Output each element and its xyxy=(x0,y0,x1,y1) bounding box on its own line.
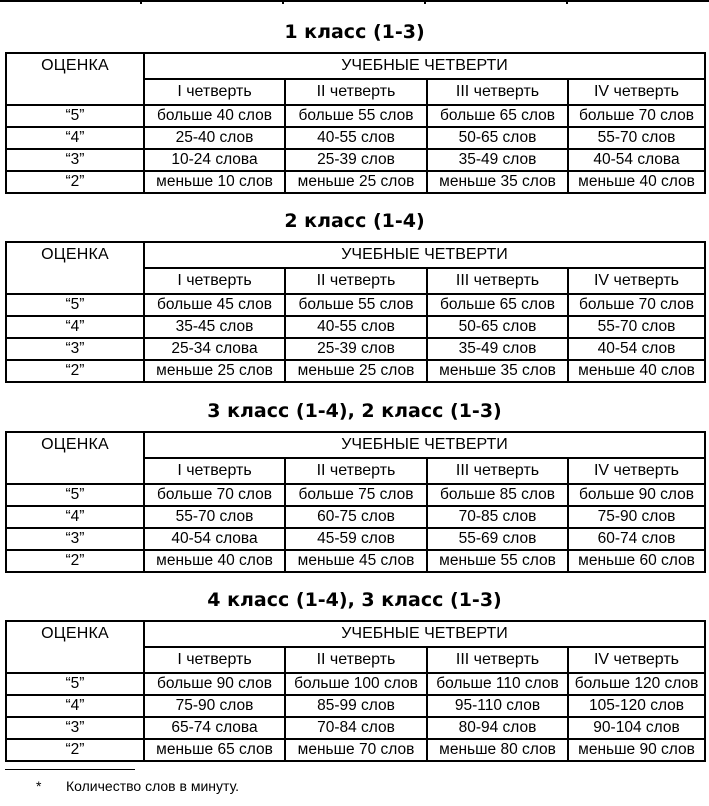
top-border-line xyxy=(0,0,709,2)
table-row xyxy=(6,171,705,193)
table-row xyxy=(6,528,705,550)
quarter-header: I четверть xyxy=(144,268,285,294)
words-per-minute-cell: 45-59 слов xyxy=(285,528,427,550)
words-per-minute-cell: больше 75 слов xyxy=(285,484,427,506)
section-title: 2 класс (1-4) xyxy=(284,210,425,232)
words-per-minute-cell: 90-104 слов xyxy=(568,717,705,739)
words-per-minute-cell: меньше 90 слов xyxy=(568,739,705,761)
words-per-minute-cell: меньше 35 слов xyxy=(427,360,568,382)
table-row xyxy=(6,105,705,127)
grade-cell: “2” xyxy=(6,550,144,572)
table-row xyxy=(6,149,705,171)
quarter-header: II четверть xyxy=(285,647,427,673)
words-per-minute-cell: 70-84 слов xyxy=(285,717,427,739)
quarters-header: УЧЕБНЫЕ ЧЕТВЕРТИ xyxy=(144,621,705,647)
words-per-minute-cell: больше 40 слов xyxy=(144,105,285,127)
table-row xyxy=(6,338,705,360)
footnote-text: Количество слов в минуту. xyxy=(66,778,240,794)
words-per-minute-cell: больше 90 слов xyxy=(144,673,285,695)
grade-cell: “5” xyxy=(6,294,144,316)
words-per-minute-cell: 35-45 слов xyxy=(144,316,285,338)
quarter-header: IV четверть xyxy=(568,647,705,673)
words-per-minute-cell: 60-75 слов xyxy=(285,506,427,528)
section-title: 3 класс (1-4), 2 класс (1-3) xyxy=(207,400,502,422)
quarter-header: III четверть xyxy=(427,458,568,484)
section-title: 1 класс (1-3) xyxy=(284,21,425,43)
quarter-header: IV четверть xyxy=(568,458,705,484)
grade-cell: “5” xyxy=(6,673,144,695)
reading-norms-table xyxy=(5,431,706,573)
quarters-header: УЧЕБНЫЕ ЧЕТВЕРТИ xyxy=(144,53,705,79)
quarter-header: I четверть xyxy=(144,647,285,673)
words-per-minute-cell: 55-69 слов xyxy=(427,528,568,550)
grade-column-header: ОЦЕНКА xyxy=(6,242,144,294)
table-row xyxy=(6,294,705,316)
words-per-minute-cell: меньше 40 слов xyxy=(144,550,285,572)
table-row xyxy=(6,673,705,695)
words-per-minute-cell: 40-54 слов xyxy=(568,338,705,360)
quarter-header: IV четверть xyxy=(568,268,705,294)
table-row xyxy=(6,127,705,149)
words-per-minute-cell: 75-90 слов xyxy=(144,695,285,717)
words-per-minute-cell: 60-74 слов xyxy=(568,528,705,550)
words-per-minute-cell: больше 100 слов xyxy=(285,673,427,695)
words-per-minute-cell: 55-70 слов xyxy=(568,316,705,338)
words-per-minute-cell: меньше 65 слов xyxy=(144,739,285,761)
footnote xyxy=(36,777,239,795)
table-row xyxy=(6,739,705,761)
words-per-minute-cell: 95-110 слов xyxy=(427,695,568,717)
words-per-minute-cell: меньше 25 слов xyxy=(144,360,285,382)
grade-cell: “2” xyxy=(6,360,144,382)
reading-norms-table xyxy=(5,620,706,762)
grade-cell: “3” xyxy=(6,717,144,739)
table-header-row xyxy=(6,242,705,268)
words-per-minute-cell: 35-49 слов xyxy=(427,149,568,171)
words-per-minute-cell: больше 65 слов xyxy=(427,105,568,127)
words-per-minute-cell: меньше 25 слов xyxy=(285,360,427,382)
words-per-minute-cell: больше 55 слов xyxy=(285,294,427,316)
words-per-minute-cell: меньше 55 слов xyxy=(427,550,568,572)
table-row xyxy=(6,695,705,717)
words-per-minute-cell: 50-65 слов xyxy=(427,316,568,338)
words-per-minute-cell: меньше 35 слов xyxy=(427,171,568,193)
reading-norms-table xyxy=(5,52,706,194)
grade-cell: “3” xyxy=(6,528,144,550)
words-per-minute-cell: 65-74 слова xyxy=(144,717,285,739)
table-row xyxy=(6,316,705,338)
grade-cell: “5” xyxy=(6,484,144,506)
grade-cell: “5” xyxy=(6,105,144,127)
words-per-minute-cell: больше 90 слов xyxy=(568,484,705,506)
grade-cell: “4” xyxy=(6,127,144,149)
table-row xyxy=(6,484,705,506)
words-per-minute-cell: 55-70 слов xyxy=(568,127,705,149)
grade-cell: “2” xyxy=(6,171,144,193)
quarter-header: I четверть xyxy=(144,79,285,105)
words-per-minute-cell: больше 120 слов xyxy=(568,673,705,695)
table-row xyxy=(6,550,705,572)
top-border-tick xyxy=(424,0,426,4)
grade-column-header: ОЦЕНКА xyxy=(6,53,144,105)
table-row xyxy=(6,717,705,739)
words-per-minute-cell: 25-39 слов xyxy=(285,149,427,171)
words-per-minute-cell: больше 55 слов xyxy=(285,105,427,127)
top-border-tick xyxy=(282,0,284,4)
grade-cell: “4” xyxy=(6,506,144,528)
grade-cell: “4” xyxy=(6,695,144,717)
words-per-minute-cell: 10-24 слова xyxy=(144,149,285,171)
words-per-minute-cell: меньше 40 слов xyxy=(568,360,705,382)
top-border-tick xyxy=(140,0,142,4)
table-header-row xyxy=(6,621,705,647)
words-per-minute-cell: 25-34 слова xyxy=(144,338,285,360)
words-per-minute-cell: меньше 80 слов xyxy=(427,739,568,761)
quarter-header: III четверть xyxy=(427,647,568,673)
words-per-minute-cell: 80-94 слов xyxy=(427,717,568,739)
quarter-header: III четверть xyxy=(427,79,568,105)
words-per-minute-cell: 40-55 слов xyxy=(285,127,427,149)
quarter-header: II четверть xyxy=(285,79,427,105)
quarters-header: УЧЕБНЫЕ ЧЕТВЕРТИ xyxy=(144,432,705,458)
words-per-minute-cell: 25-39 слов xyxy=(285,338,427,360)
words-per-minute-cell: меньше 40 слов xyxy=(568,171,705,193)
words-per-minute-cell: 40-55 слов xyxy=(285,316,427,338)
words-per-minute-cell: 40-54 слова xyxy=(568,149,705,171)
words-per-minute-cell: 55-70 слов xyxy=(144,506,285,528)
words-per-minute-cell: 105-120 слов xyxy=(568,695,705,717)
quarters-header: УЧЕБНЫЕ ЧЕТВЕРТИ xyxy=(144,242,705,268)
section-title: 4 класс (1-4), 3 класс (1-3) xyxy=(207,589,502,611)
grade-cell: “3” xyxy=(6,149,144,171)
words-per-minute-cell: 75-90 слов xyxy=(568,506,705,528)
words-per-minute-cell: больше 110 слов xyxy=(427,673,568,695)
words-per-minute-cell: 50-65 слов xyxy=(427,127,568,149)
words-per-minute-cell: 70-85 слов xyxy=(427,506,568,528)
reading-norms-table xyxy=(5,241,706,383)
words-per-minute-cell: больше 70 слов xyxy=(144,484,285,506)
quarter-header: III четверть xyxy=(427,268,568,294)
words-per-minute-cell: 35-49 слов xyxy=(427,338,568,360)
words-per-minute-cell: меньше 60 слов xyxy=(568,550,705,572)
grade-column-header: ОЦЕНКА xyxy=(6,621,144,673)
grade-column-header: ОЦЕНКА xyxy=(6,432,144,484)
grade-cell: “4” xyxy=(6,316,144,338)
words-per-minute-cell: меньше 45 слов xyxy=(285,550,427,572)
words-per-minute-cell: 85-99 слов xyxy=(285,695,427,717)
top-border-tick xyxy=(566,0,568,4)
table-header-row xyxy=(6,53,705,79)
words-per-minute-cell: меньше 10 слов xyxy=(144,171,285,193)
grade-cell: “3” xyxy=(6,338,144,360)
quarter-header: II четверть xyxy=(285,458,427,484)
words-per-minute-cell: 25-40 слов xyxy=(144,127,285,149)
table-row xyxy=(6,506,705,528)
quarter-header: I четверть xyxy=(144,458,285,484)
words-per-minute-cell: больше 85 слов xyxy=(427,484,568,506)
words-per-minute-cell: меньше 25 слов xyxy=(285,171,427,193)
quarter-header: IV четверть xyxy=(568,79,705,105)
words-per-minute-cell: больше 70 слов xyxy=(568,105,705,127)
words-per-minute-cell: меньше 70 слов xyxy=(285,739,427,761)
words-per-minute-cell: больше 45 слов xyxy=(144,294,285,316)
quarter-header: II четверть xyxy=(285,268,427,294)
grade-cell: “2” xyxy=(6,739,144,761)
words-per-minute-cell: больше 65 слов xyxy=(427,294,568,316)
words-per-minute-cell: 40-54 слова xyxy=(144,528,285,550)
table-header-row xyxy=(6,432,705,458)
table-row xyxy=(6,360,705,382)
footnote-separator xyxy=(5,769,135,770)
words-per-minute-cell: больше 70 слов xyxy=(568,294,705,316)
footnote-marker: * xyxy=(36,778,42,794)
